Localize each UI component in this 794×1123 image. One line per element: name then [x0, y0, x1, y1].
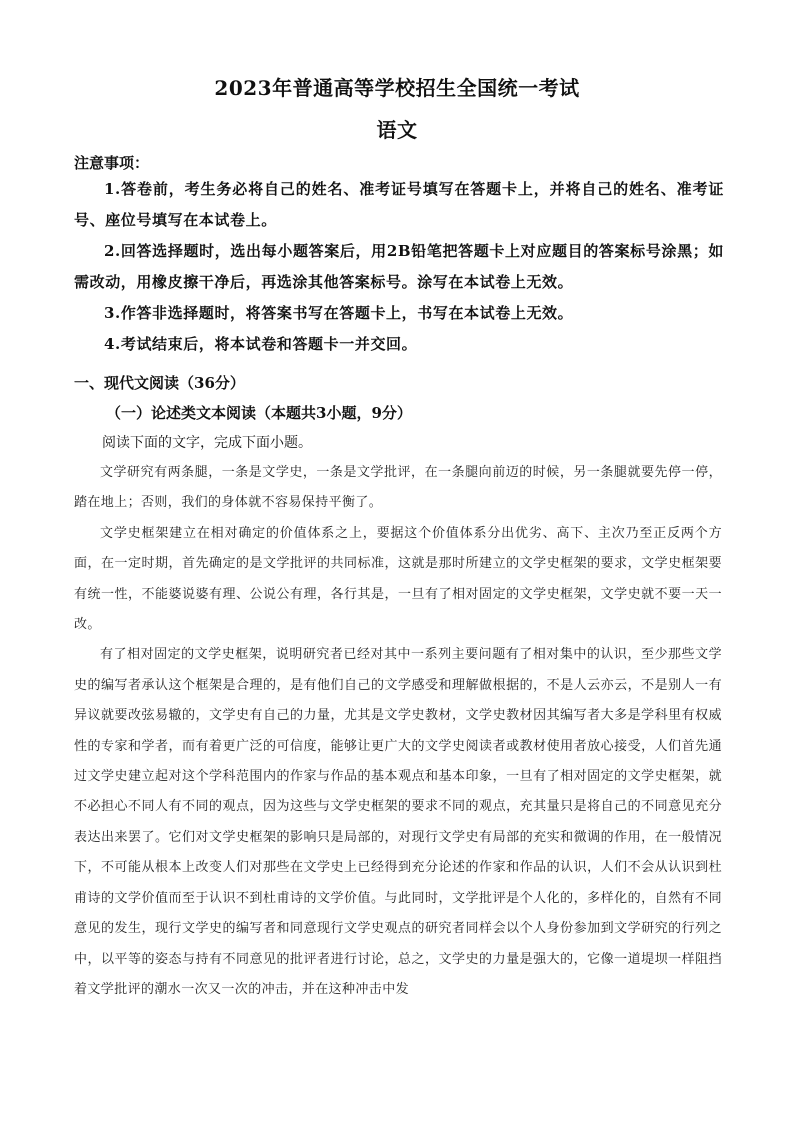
passage-paragraph-2: 文学史框架建立在相对确定的价值体系之上，要据这个价值体系分出优劣、高下、主次乃至正反两个方面，在一定时期，首先确定的是文学批评的共同标准，这就是那时所建立的文学史框架的要求，文学史框架要有统一性，不能婆说婆有理、公说公有理，各行其是，一旦有了相对固定的文学史框架，文学史就不要一天一改。 — [74, 525, 722, 633]
note-item-4: 4.考试结束后，将本试卷和答题卡一并交回。 — [104, 335, 418, 353]
subsection-heading: （一）论述类文本阅读（本题共3小题，9分） — [106, 404, 412, 422]
exam-title: 2023年普通高等学校招生全国统一考试 — [214, 76, 580, 100]
note-item-1: 1.答卷前，考生务必将自己的姓名、准考证号填写在答题卡上，并将自己的姓名、准考证号、座位号填写在本试卷上。 — [74, 180, 724, 229]
subject-title: 语文 — [376, 118, 418, 142]
reading-passage — [74, 458, 722, 1005]
notes-heading: 注意事项： — [74, 154, 150, 172]
passage-paragraph-3: 有了相对固定的文学史框架，说明研究者已经对其中一系列主要问题有了相对集中的认识，至少那些文学史的编写者承认这个框架是合理的，是有他们自己的文学感受和理解做根据的，不是人云亦云，不是别人一有异议就要改弦易辙的，文学史有自己的力量，尤其是文学史教材，文学史教材因其编写者大多是学科里有权威性的专家和学者，而有着更广泛的可信度，能够让更广大的文学史阅读者或教材使用者放心接受，人们首先通过文学史建立起对这个学科范围内的作家与作品的基本观点和基本印象，一旦有了相对固定的文学史框架，就不必担心不同人有不同的观点，因为这些与文学史框架的要求不同的观点，充其量只是将自己的不同意见充分表达出来罢了。它们对文学史框架的影响只是局部的，对现行文学史有局部的充实和微调的作用，在一般情况下，不可能从根本上改变人们对那些在文学史上已经得到充分论述的作家和作品的认识，人们不会从认识到杜甫诗的文学价值而至于认识不到杜甫诗的文学价值。与此同时，文学批评是个人化的，多样化的，自然有不同意见的发生，现行文学史的编写者和同意现行文学史观点的研究者同样会以个人身份参加到文学研究的行列之中，以平等的姿态与持有不同意见的批评者进行讨论，总之，文学史的力量是强大的，它像一道堤坝一样阻挡着文学批评的潮水一次又一次的冲击，并在这种冲击中发 — [74, 647, 722, 997]
passage-paragraph-1: 文学研究有两条腿，一条是文学史，一条是文学批评，在一条腿向前迈的时候，另一条腿就要先停一停，踏在地上；否则，我们的身体就不容易保持平衡了。 — [74, 465, 722, 511]
section-heading: 一、现代文阅读（36分） — [74, 374, 245, 392]
note-item-3: 3.作答非选择题时，将答案书写在答题卡上，书写在本试卷上无效。 — [104, 304, 574, 322]
reading-instruction: 阅读下面的文字，完成下面小题。 — [102, 435, 312, 451]
notes-list — [74, 174, 724, 360]
note-item-2: 2.回答选择题时，选出每小题答案后，用2B铅笔把答题卡上对应题目的答案标号涂黑；如需改动，用橡皮擦干净后，再选涂其他答案标号。涂写在本试卷上无效。 — [74, 242, 724, 291]
